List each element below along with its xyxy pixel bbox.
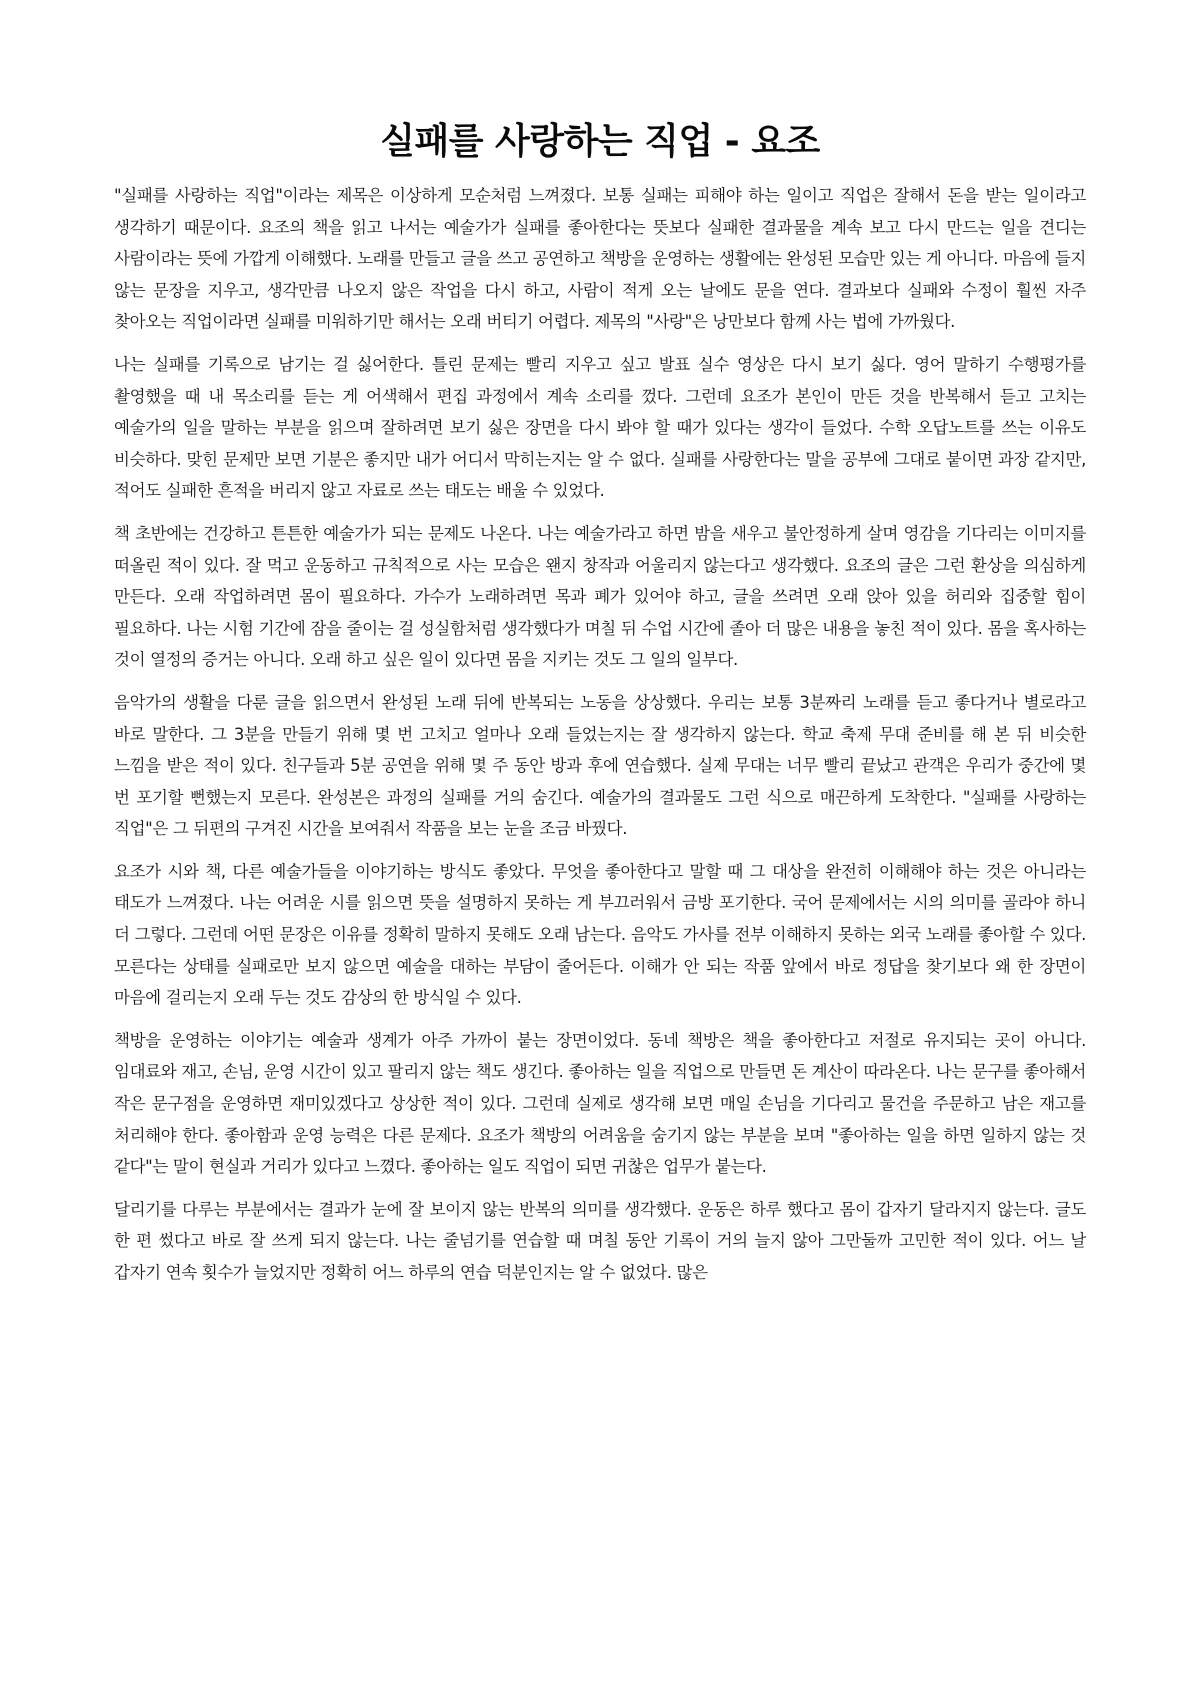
paragraph-7: 달리기를 다루는 부분에서는 결과가 눈에 잘 보이지 않는 반복의 의미를 생각했다. 운동은 하루 했다고 몸이 갑자기 달라지지 않는다. 글도 한 편 썼다고 바로 잘 쓰게 되지 않는다. 나는 줄넘기를 연습할 때 며칠 동안 기록이 거의 늘지 않아 그만둘까 고민한 적이 있다. 어느 날 갑자기 연속 횟수가 늘었지만 정확히 어느 하루의 연습 덕분인지는 알 수 없었다. 많은 bbox=[114, 1199, 1086, 1282]
paragraph-6: 책방을 운영하는 이야기는 예술과 생계가 아주 가까이 붙는 장면이었다. 동네 책방은 책을 좋아한다고 저절로 유지되는 곳이 아니다. 임대료와 재고, 손님, 운영 시간이 있고 팔리지 않는 책도 생긴다. 좋아하는 일을 직업으로 만들면 돈 계산이 따라온다. 나는 문구를 좋아해서 작은 문구점을 운영하면 재미있겠다고 상상한 적이 있다. 그런데 실제로 생각해 보면 매일 손님을 기다리고 물건을 주문하고 남은 재고를 처리해야 한다. 좋아함과 운영 능력은 다른 문제다. 요조가 책방의 어려움을 숨기지 않는 부분을 보며 "좋아하는 일을 하면 일하지 않는 것 같다"는 말이 현실과 거리가 있다고 느꼈다. 좋아하는 일도 직업이 되면 귀찮은 업무가 붙는다. bbox=[114, 1030, 1086, 1177]
document-body bbox=[114, 180, 1086, 1289]
document-page bbox=[114, 0, 1086, 1300]
paragraph-3: 책 초반에는 건강하고 튼튼한 예술가가 되는 문제도 나온다. 나는 예술가라고 하면 밤을 새우고 불안정하게 살며 영감을 기다리는 이미지를 떠올린 적이 있다. 잘 먹고 운동하고 규칙적으로 사는 모습은 왠지 창작과 어울리지 않는다고 생각했다. 요조의 글은 그런 환상을 의심하게 만든다. 오래 작업하려면 몸이 필요하다. 가수가 노래하려면 목과 폐가 있어야 하고, 글을 쓰려면 오래 앉아 있을 허리와 집중할 힘이 필요하다. 나는 시험 기간에 잠을 줄이는 걸 성실함처럼 생각했다가 며칠 뒤 수업 시간에 졸아 더 많은 내용을 놓친 적이 있다. 몸을 혹사하는 것이 열정의 증거는 아니다. 오래 하고 싶은 일이 있다면 몸을 지키는 것도 그 일의 일부다. bbox=[114, 523, 1086, 670]
document-title: 실패를 사랑하는 직업 - 요조 bbox=[380, 121, 820, 162]
paragraph-1: "실패를 사랑하는 직업"이라는 제목은 이상하게 모순처럼 느껴졌다. 보통 실패는 피해야 하는 일이고 직업은 잘해서 돈을 받는 일이라고 생각하기 때문이다. 요조의 책을 읽고 나서는 예술가가 실패를 좋아한다는 뜻보다 실패한 결과물을 계속 보고 다시 만드는 일을 견디는 사람이라는 뜻에 가깝게 이해했다. 노래를 만들고 글을 쓰고 공연하고 책방을 운영하는 생활에는 완성된 모습만 있는 게 아니다. 마음에 들지 않는 문장을 지우고, 생각만큼 나오지 않은 작업을 다시 하고, 사람이 적게 오는 날에도 문을 연다. 결과보다 실패와 수정이 훨씬 자주 찾아오는 직업이라면 실패를 미워하기만 해서는 오래 버티기 어렵다. 제목의 "사랑"은 낭만보다 함께 사는 법에 가까웠다. bbox=[114, 186, 1086, 332]
paragraph-5: 요조가 시와 책, 다른 예술가들을 이야기하는 방식도 좋았다. 무엇을 좋아한다고 말할 때 그 대상을 완전히 이해해야 하는 것은 아니라는 태도가 느껴졌다. 나는 어려운 시를 읽으면 뜻을 설명하지 못하는 게 부끄러워서 금방 포기한다. 국어 문제에서는 시의 의미를 골라야 하니 더 그렇다. 그런데 어떤 문장은 이유를 정확히 말하지 못해도 오래 남는다. 음악도 가사를 전부 이해하지 못하는 외국 노래를 좋아할 수 있다. 모른다는 상태를 실패로만 보지 않으면 예술을 대하는 부담이 줄어든다. 이해가 안 되는 작품 앞에서 바로 정답을 찾기보다 왜 한 장면이 마음에 걸리는지 오래 두는 것도 감상의 한 방식일 수 있다. bbox=[114, 861, 1086, 1008]
paragraph-4: 음악가의 생활을 다룬 글을 읽으면서 완성된 노래 뒤에 반복되는 노동을 상상했다. 우리는 보통 3분짜리 노래를 듣고 좋다거나 별로라고 바로 말한다. 그 3분을 만들기 위해 몇 번 고치고 얼마나 오래 들었는지는 잘 생각하지 않는다. 학교 축제 무대 준비를 해 본 뒤 비슷한 느낌을 받은 적이 있다. 친구들과 5분 공연을 위해 몇 주 동안 방과 후에 연습했다. 실제 무대는 너무 빨리 끝났고 관객은 우리가 중간에 몇 번 포기할 뻔했는지 모른다. 완성본은 과정의 실패를 거의 숨긴다. 예술가의 결과물도 그런 식으로 매끈하게 도착한다. "실패를 사랑하는 직업"은 그 뒤편의 구겨진 시간을 보여줘서 작품을 보는 눈을 조금 바꿨다. bbox=[114, 692, 1086, 839]
paragraph-2: 나는 실패를 기록으로 남기는 걸 싫어한다. 틀린 문제는 빨리 지우고 싶고 발표 실수 영상은 다시 보기 싫다. 영어 말하기 수행평가를 촬영했을 때 내 목소리를 듣는 게 어색해서 편집 과정에서 계속 소리를 껐다. 그런데 요조가 본인이 만든 것을 반복해서 듣고 고치는 예술가의 일을 말하는 부분을 읽으며 잘하려면 보기 싫은 장면을 다시 봐야 할 때가 있다는 생각이 들었다. 수학 오답노트를 쓰는 이유도 비슷하다. 맞힌 문제만 보면 기분은 좋지만 내가 어디서 막히는지는 알 수 없다. 실패를 사랑한다는 말을 공부에 그대로 붙이면 과장 같지만, 적어도 실패한 흔적을 버리지 않고 자료로 쓰는 태도는 배울 수 있었다. bbox=[114, 354, 1086, 501]
